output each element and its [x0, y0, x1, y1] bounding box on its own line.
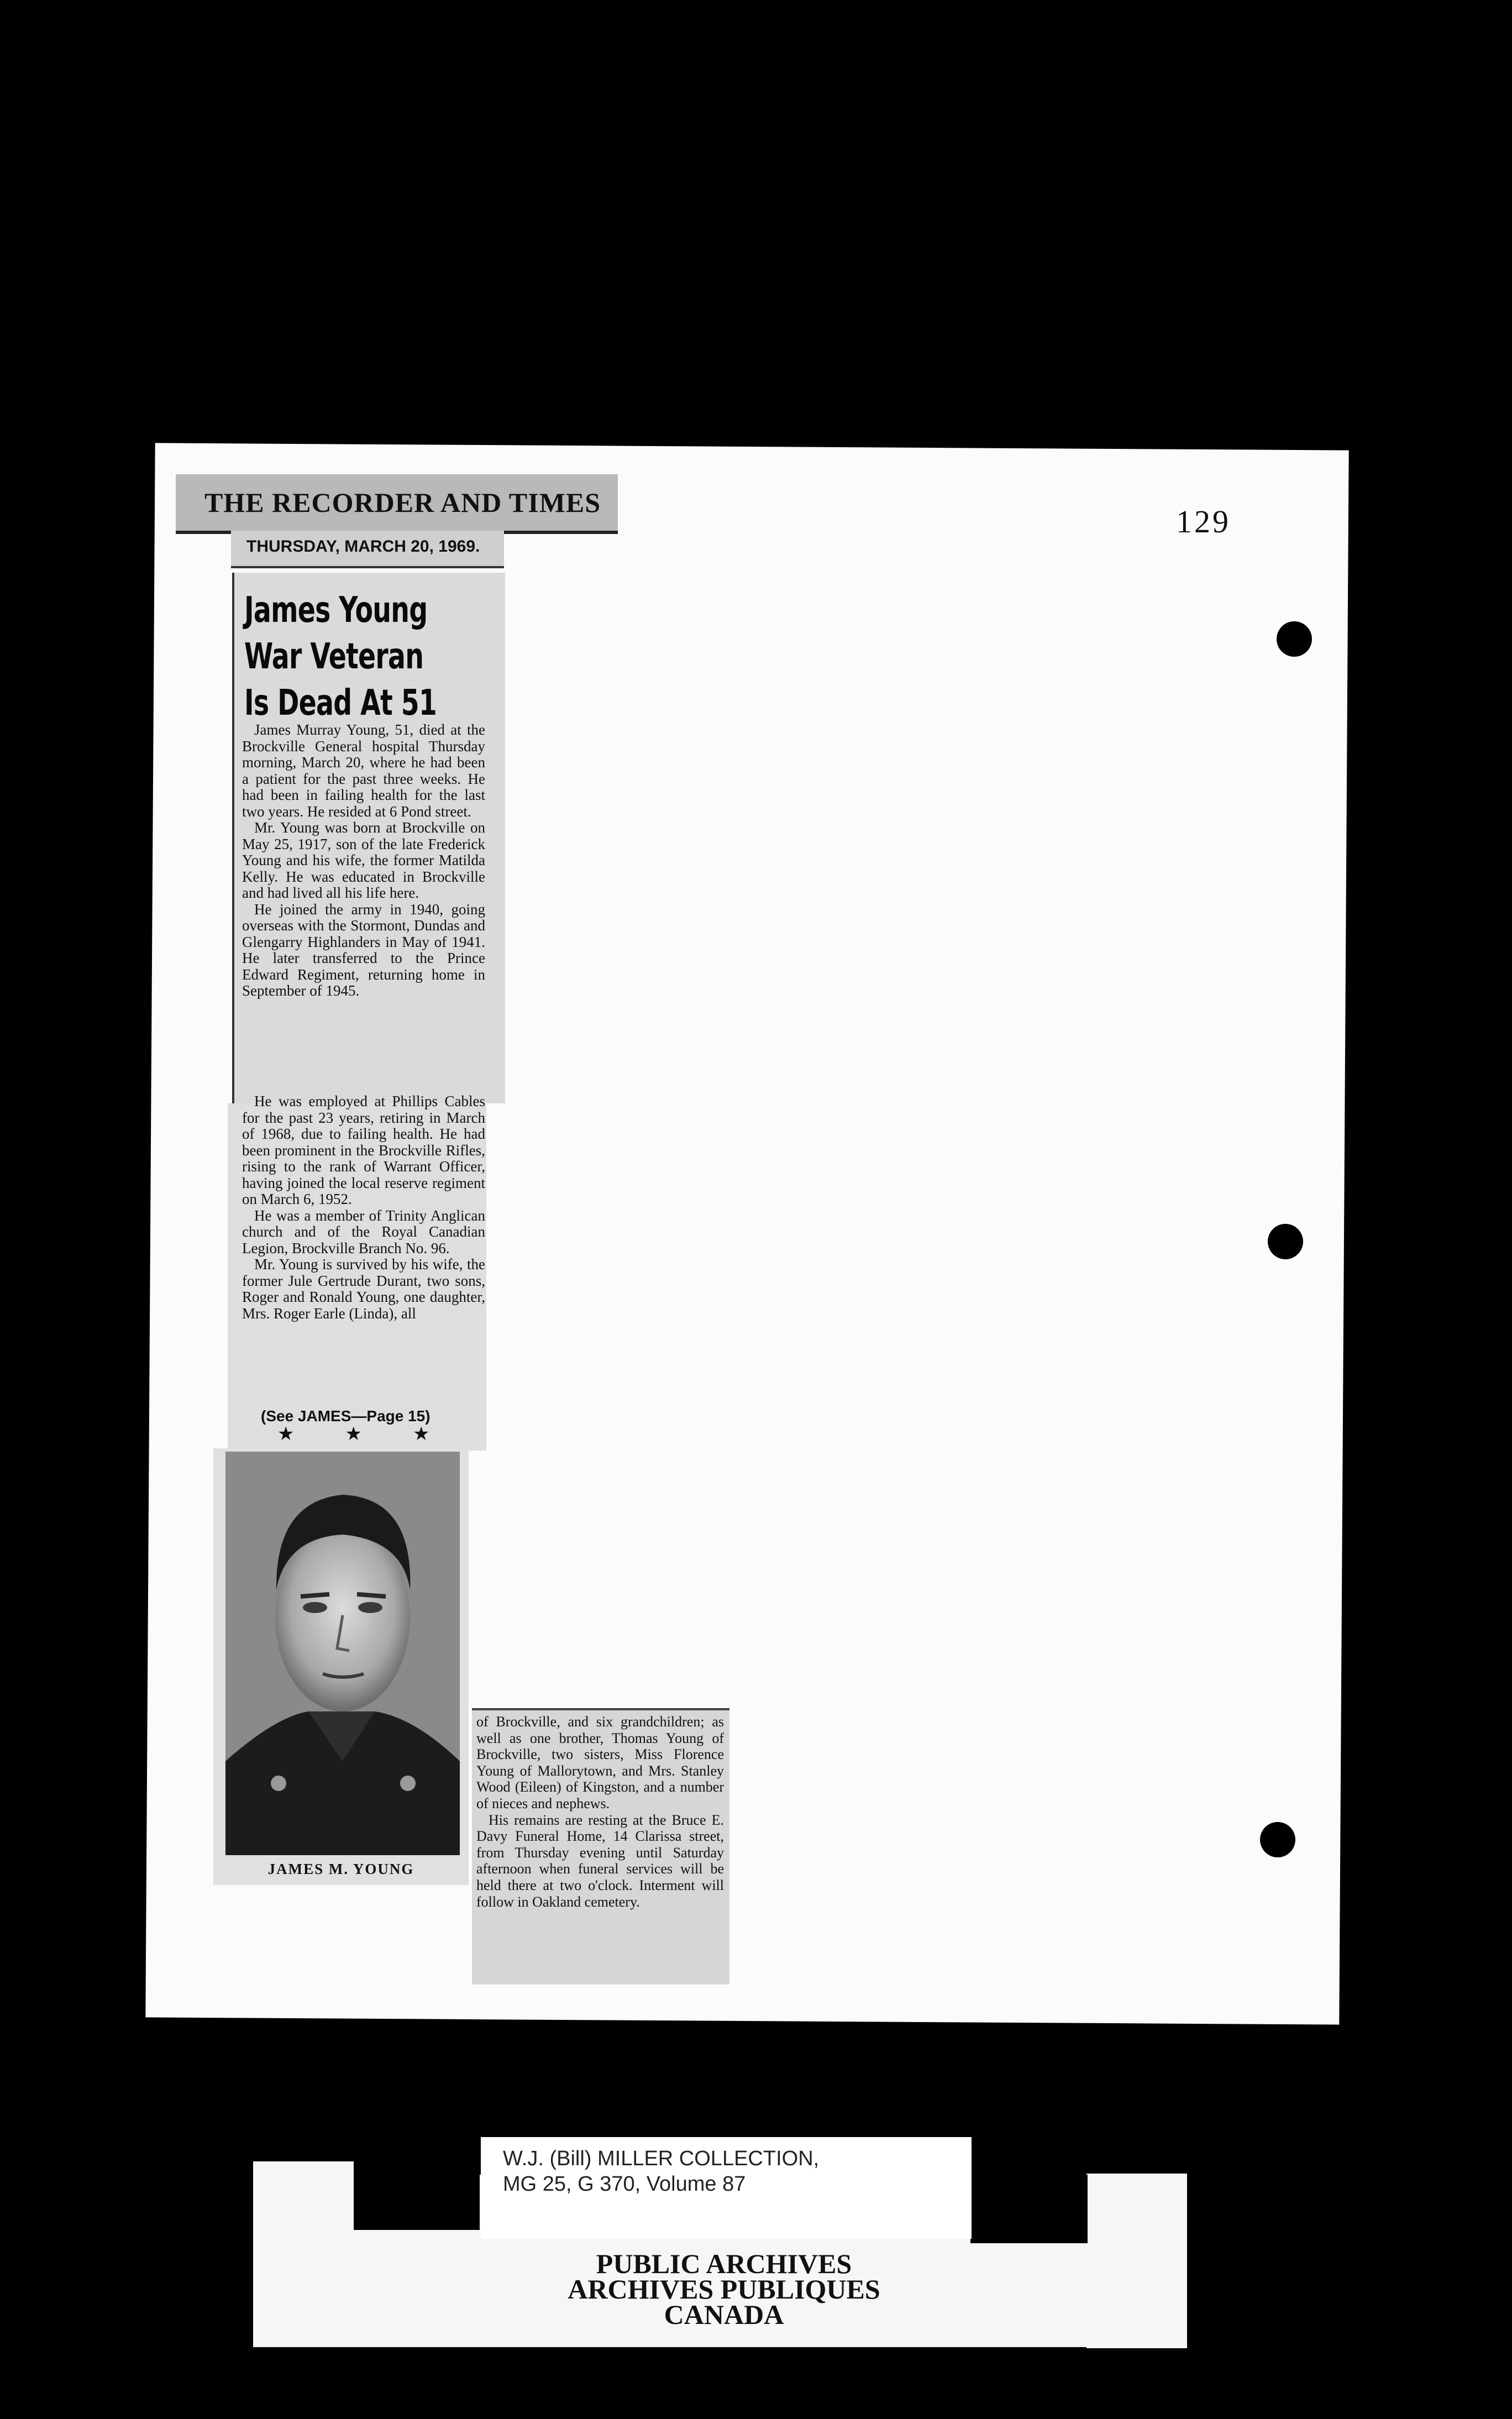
article-paragraph: He was a member of Trinity Anglican church and of the Royal Canadian Legion, Brockville Branch No. 96.	[242, 1207, 485, 1256]
page-number: 129	[1176, 504, 1231, 540]
continuation-clipping	[472, 1708, 729, 1985]
stamp-line: ARCHIVES PUBLIQUES	[568, 2274, 880, 2305]
article-paragraph: James Murray Young, 51, died at the Brockville General hospital Thursday morning, March 20, where he had been a patient for the past three weeks. He had been in failing health for the last two years. He resided at 6 Pond street.	[242, 721, 485, 820]
jump-reference: (See JAMES—Page 15)	[261, 1407, 431, 1425]
article-body-top	[242, 722, 485, 999]
article-paragraph: He joined the army in 1940, going overseas with the Stormont, Dundas and Glengarry Highlanders in May of 1941. He later transferred to the Prince Edward Regiment, returning home in September of 1945.	[242, 900, 485, 999]
article-paragraph: Mr. Young is survived by his wife, the former Jule Gertrude Durant, two sons, Roger and Ronald Young, one daughter, Mrs. Roger Earle (Linda), all	[242, 1256, 485, 1322]
newspaper-dateline	[231, 531, 504, 568]
continuation-text	[476, 1714, 724, 1910]
archive-card-notch-right	[970, 2175, 1088, 2243]
star-divider: ★★★	[277, 1424, 481, 1444]
stamp-line: PUBLIC ARCHIVES	[596, 2248, 852, 2279]
article-headline	[244, 587, 437, 726]
newspaper-masthead	[176, 474, 618, 534]
dateline-text: THURSDAY, MARCH 20, 1969.	[246, 537, 480, 556]
binder-hole-middle	[1268, 1224, 1303, 1259]
continuation-paragraph: of Brockville, and six grandchildren; as well as one brother, Thomas Young of Brockville, two sisters, Miss Florence Young of Mallorytown, and Mrs. Stanley Wood (Eileen) of Kingston, and a number of nieces and nephews.	[476, 1714, 724, 1811]
archive-card-notch-left	[354, 2175, 480, 2230]
article-paragraph: Mr. Young was born at Brockville on May 25, 1917, son of the late Frederick Young and his wife, the former Matilda Kelly. He was educated in Brockville and had lived all his life here.	[242, 819, 485, 901]
headline-line: War Veteran	[244, 636, 424, 677]
stamp-line: CANADA	[664, 2299, 784, 2330]
archive-card-tab-left	[253, 2161, 354, 2195]
article-paragraph: He was employed at Phillips Cables for the past 23 years, retiring in March of 1968, due to failing health. He had been prominent in the Brockville Rifles, rising to the rank of Warrant Officer, having joined the local reserve regiment on March 6, 1952.	[242, 1093, 485, 1207]
collection-label	[481, 2137, 972, 2239]
headline-line: James Young	[244, 590, 428, 631]
binder-hole-bottom	[1260, 1822, 1295, 1857]
portrait-photo	[225, 1452, 460, 1855]
collection-reference: MG 25, G 370, Volume 87	[503, 2172, 746, 2196]
binder-hole-top	[1277, 621, 1312, 657]
article-body-bottom	[242, 1093, 485, 1322]
collection-name: W.J. (Bill) MILLER COLLECTION,	[503, 2147, 820, 2170]
archives-stamp	[547, 2248, 901, 2330]
masthead-title: THE RECORDER AND TIMES	[204, 487, 601, 518]
continuation-paragraph: His remains are resting at the Bruce E. Davy Funeral Home, 14 Clarissa street, from Thursday evening until Saturday afternoon when funeral services will be held there at two o'clock. Interment will follow in Oakland cemetery.	[476, 1811, 724, 1910]
photo-caption: JAMES M. YOUNG	[267, 1861, 414, 1877]
headline-line: Is Dead At 51	[244, 683, 437, 724]
archive-card-tab-right	[1086, 2174, 1187, 2348]
portrait-clipping	[213, 1448, 469, 1885]
